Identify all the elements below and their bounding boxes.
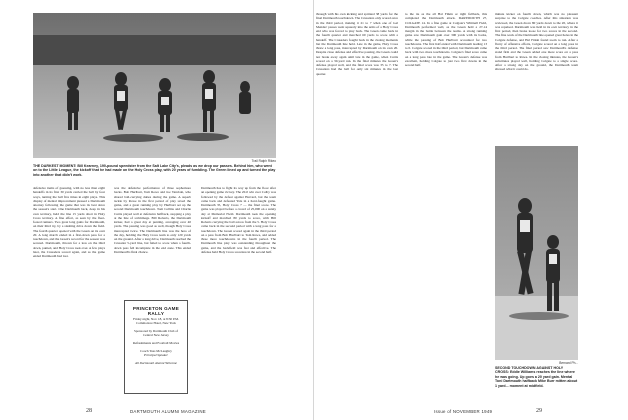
magazine-footer: DARTMOUTH ALUMNI MAGAZINE [130,409,206,414]
article-text: to the tie as the all Hal Fitkin or right fullback, this completed the Dartmouth attack. DARTMOUTH 27, COLGATE 14. In a fine game at Colgate's Whitnall Field, Dartmouth performed well, as the Green held a 27-14 margin in the battle between the teams. A strong running game saw Dartmouth gain over 300 yards with its backs, while the passing of Bob Hurlburt accounted for two touchdowns. The first half ended with Dartmouth leading 13 to 0. Colgate scored in the third period, but Dartmouth came back with two more touchdowns. Colgate's final score came on a long pass late in the game. The Green's defense was excellent, holding Colgate to just two first downs in the second half. [405,12,487,67]
rally-line: Coach Tuss McLaughry [140,349,172,353]
rally-title: PRINCETON GAME RALLY [132,306,180,316]
caption-text: Eddie Williams reaches the line where he was going. Up goes a 20 yard gain. Mental Toni Dartmouth halfback Mike Burr mitten about 1 yard... moment at midfield. [495,370,578,388]
page-number: 28 [86,408,92,414]
rally-line: Refreshments and Football Movies [132,341,180,345]
article-text: minute kicker on fourth down, which was no pleasant surprise to the Colgate coaches. After this situation was reviewed, the Green drove 80 yards down to the 20, where it was repulsed. Dartmouth was held in its own territory in the first period, then broke loose for two scores in the second. The fine work of the Dartmouth line opened great holes in the Colgate defense, and Hal Fitkin found room to run. After a flurry of offensive efforts, Colgate scored on a long pass in the third period. The final period saw Dartmouth's defense stand firm and the Green added one more score on a pass from Hurlburt to Rowe. In the closing minutes, the Green's substitutes played well, holding Colgate to a single score. After a strong day on the ground, the Dartmouth team showed what it could do. [495,12,578,72]
photo-credit: Trail Ralph Rikeo [251,159,276,163]
rally-line: Commodore Hotel, New York [136,321,176,325]
rally-line: All Dartmouth Alumni Welcome [134,361,178,365]
issue-footer: Issue of NOVEMBER 1949 [434,409,493,414]
article-text: defensive items of guessing, with no less than eight handoffs in its first 30 yards carried the ball by four ways, turning the ball five times in eight plays. This display of mental improvement pleased a Dartmouth attorney following the game that was its best since the season's start. One Dartmouth back, deep in his own territory, held the line 15 yards short in Holy Cross territory. A fine effort, as seen by the fleet-footed runners. Two great long gains for Dartmouth, on their third try, by a slashing drive down the field. The fourth quarter opened with the Green on its own 20. A long march ended in a first-down pass for a touchdown, and the Green's record for the season was secured. Dartmouth, thrown for a loss on the third down, punted, and Holy Cross took over. A few plays later, the Crusaders scored again, and as the game ended Dartmouth had lost. [33,186,105,258]
article-column-2 [114,186,191,298]
rally-line: Central New Jersey [143,333,169,337]
football-photo-darkest-moment [33,13,276,158]
rally-line: Principal Speaker [144,353,168,357]
caption-lead: SECOND TOUCHDOWN AGAINST HOLY CROSS: [495,366,564,375]
article-column-3 [201,186,276,406]
photo-caption [33,164,276,182]
rally-announcement-box [124,300,188,394]
article-text: through with his own kicking and sprinted 38 yards for the final Dartmouth touchdown. The Crusaders only scored once in the third period, making it 21 to 7 when one of Gal Mendes' passes went squarely into the arms of a Holy Cross end who was forced to play back. The Green came back in the fourth quarter and marched 60 yards to score with a handoff. The Crusaders fought back in the closing moments but the Dartmouth line held. Late in the game, Holy Cross threw a long pass, intercepted by Dartmouth on its own 20. Despite close defense and effective passing, the Green could not break away again until late in the game, when Curtis scored on a 30-yard run. In the final minutes the Green's defense played well, and the final score was 35 to 7. The Crusaders had the ball for only six minutes in the last quarter. [316,12,398,76]
rally-line: Friday night, Nov. 18, at 8:30 P.M. [133,317,179,321]
article-column-1 [33,186,105,406]
article-text: was the defensive performance of three sophomore backs. Bob Hurlburt, Tom Rowe and Joe Vancisin, who shared ball-carrying duties during the game. A superb tackle by Rowe in the first period of play saved the game, and a great running play by Hurlburt set up the second Dartmouth touchdown. Tom Collins and Charlie Curtis played well at defensive halfback, stopping a play at the line of scrimmage. Bill Roberts, the Dartmouth kicker, had a great day at punting, averaging over 40 yards. The passing was good as well, though Holy Cross intercepted twice. The Dartmouth line was the hero of the day, holding the Holy Cross team to only 120 yards on the ground. After a long drive, Dartmouth reached the Crusader 5-yard line, but failed to score when a fourth-down pass fell incomplete in the end zone. This ended Dartmouth's final chance. [114,186,191,254]
rally-line: Sponsored by Dartmouth Club of [134,329,178,333]
article-column-2 [405,12,487,406]
photo-caption [495,366,578,406]
article-column-1 [316,12,398,406]
caption-lead: THE DARKEST MOMENT: [33,164,77,168]
photo-credit: Bernard Ph... [559,361,578,365]
right-page [314,0,628,420]
article-text: Dartmouth has to fight its way up from the floor after an opening game victory. The 20-0 win over Colby was followed by the defeat against Harvard, but the team came back and defeated Yale in a hard-fought game. Dartmouth 35, Holy Cross 7 — the final score. The game was played before a crowd of 25,000 on a sunny day at Memorial Field. Dartmouth took the opening kickoff and marched 80 yards to score, with Bill Roberts carrying the ball across from the 5. Holy Cross came back in the second period with a long pass for a touchdown. The Green scored again in the third period on a pass from Bob Hurlburt to Tom Rowe, and added three more touchdowns in the fourth period. The Dartmouth line play was outstanding throughout the game, and the backfield was fast and effective. The defense held Holy Cross scoreless in the second half. [201,186,276,254]
football-photo-image [33,13,276,158]
page-number: 29 [536,408,542,414]
article-column-3 [495,12,578,144]
football-photo-second-touchdown [495,146,578,360]
football-photo-image [495,146,578,360]
caption-text: Bill Kearney, 190-pound speedster from the Salt Lake City's, pleads as we drop our passes. Behind him, who went on to the Little League, the kickoff that he had made on the Holy Cross play, with 20 years of fumbling. The Green lined up and turned the play into another that didn't work. [33,164,276,177]
